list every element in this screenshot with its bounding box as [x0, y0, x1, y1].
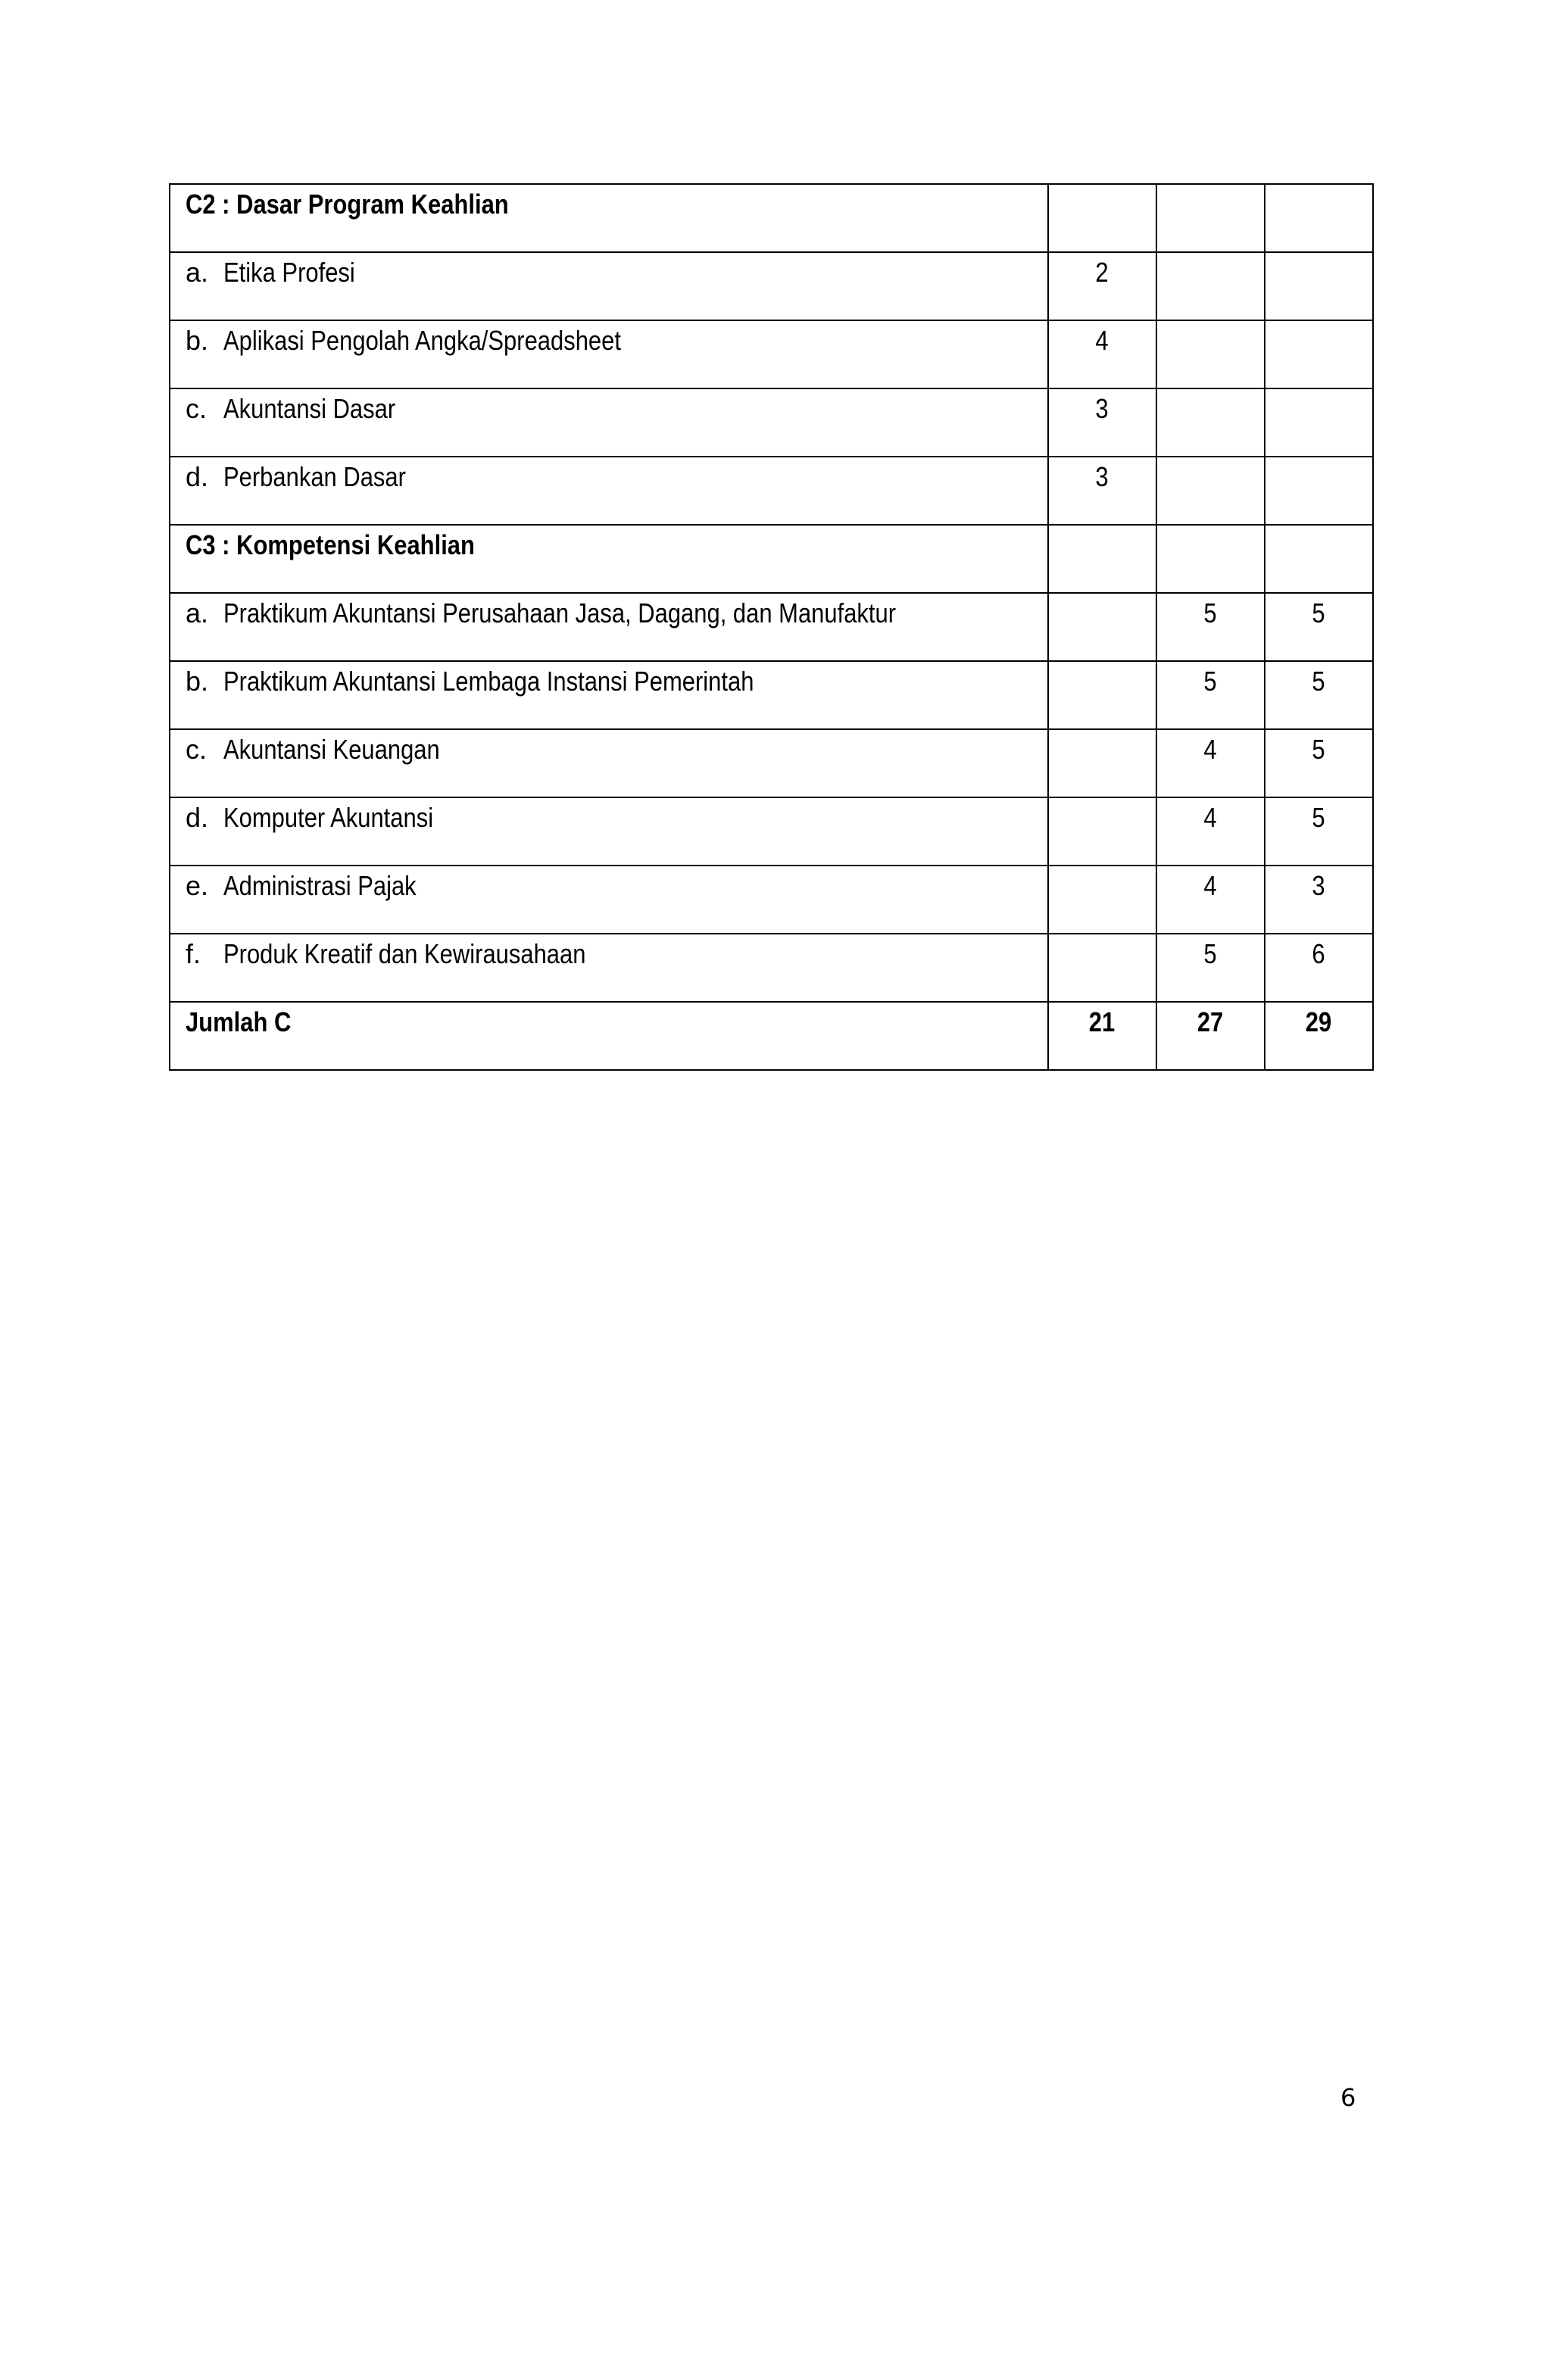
item-letter: f. [186, 938, 201, 969]
subject-name: Perbankan Dasar [223, 461, 406, 492]
value-cell: 5 [1265, 797, 1373, 866]
value-cell [1156, 525, 1265, 593]
table-row [170, 320, 1373, 388]
value-cell: 5 [1156, 661, 1265, 729]
subject-name: Administrasi Pajak [223, 870, 417, 901]
section-row-c3 [170, 525, 1373, 593]
value-cell: 5 [1156, 934, 1265, 1002]
item-letter: c. [186, 393, 208, 424]
total-label: Jumlah C [186, 1006, 292, 1037]
table-row [170, 934, 1373, 1002]
item-letter: b. [186, 666, 209, 697]
table-row [170, 797, 1373, 866]
total-value-cell: 29 [1265, 1002, 1373, 1070]
table-row [170, 252, 1373, 320]
table-row [170, 388, 1373, 457]
value-cell: 5 [1265, 661, 1373, 729]
subject-name: Komputer Akuntansi [223, 802, 434, 833]
value-cell [1048, 729, 1156, 797]
item-letter: a. [186, 257, 209, 288]
item-letter: d. [186, 461, 209, 492]
value-cell [1265, 320, 1373, 388]
item-letter: d. [186, 802, 209, 833]
subject-cell [170, 866, 1048, 934]
subject-name: Praktikum Akuntansi Lembaga Instansi Pemerintah [223, 666, 754, 697]
value-cell [1156, 388, 1265, 457]
value-cell: 5 [1265, 729, 1373, 797]
value-cell [1265, 252, 1373, 320]
subject-name: Akuntansi Keuangan [223, 734, 440, 765]
total-value-cell: 27 [1156, 1002, 1265, 1070]
value-cell: 4 [1156, 797, 1265, 866]
section-heading: C2 : Dasar Program Keahlian [186, 189, 509, 220]
subject-cell [170, 457, 1048, 525]
subject-name: Aplikasi Pengolah Angka/Spreadsheet [223, 325, 621, 356]
table-row [170, 661, 1373, 729]
value-cell: 5 [1156, 593, 1265, 661]
subject-cell [170, 797, 1048, 866]
value-cell: 4 [1048, 320, 1156, 388]
subject-cell [170, 593, 1048, 661]
curriculum-table [169, 183, 1374, 1071]
table-row [170, 457, 1373, 525]
section-row-c2 [170, 184, 1373, 252]
subject-cell [170, 934, 1048, 1002]
value-cell [1048, 593, 1156, 661]
value-cell [1048, 797, 1156, 866]
section-heading-cell [170, 525, 1048, 593]
subject-name: Praktikum Akuntansi Perusahaan Jasa, Dagang, dan Manufaktur [223, 597, 897, 629]
table-row [170, 866, 1373, 934]
value-cell [1265, 388, 1373, 457]
subject-cell [170, 320, 1048, 388]
value-cell: 3 [1048, 388, 1156, 457]
section-heading-cell [170, 184, 1048, 252]
item-letter: c. [186, 734, 208, 765]
total-value-cell: 21 [1048, 1002, 1156, 1070]
value-cell [1048, 934, 1156, 1002]
table-row [170, 729, 1373, 797]
section-heading: C3 : Kompetensi Keahlian [186, 529, 475, 560]
value-cell [1265, 184, 1373, 252]
value-cell: 2 [1048, 252, 1156, 320]
subject-name: Produk Kreatif dan Kewirausahaan [223, 938, 586, 969]
value-cell [1156, 320, 1265, 388]
subject-cell [170, 252, 1048, 320]
item-letter: b. [186, 325, 209, 356]
total-row [170, 1002, 1373, 1070]
value-cell [1048, 184, 1156, 252]
value-cell: 4 [1156, 866, 1265, 934]
item-letter: a. [186, 597, 209, 629]
subject-cell [170, 661, 1048, 729]
value-cell [1265, 525, 1373, 593]
value-cell [1048, 866, 1156, 934]
value-cell [1048, 661, 1156, 729]
value-cell [1156, 457, 1265, 525]
value-cell: 5 [1265, 593, 1373, 661]
subject-name: Akuntansi Dasar [223, 393, 396, 424]
page-number: 6 [1340, 2083, 1356, 2112]
value-cell: 4 [1156, 729, 1265, 797]
subject-name: Etika Profesi [223, 257, 355, 288]
value-cell [1265, 457, 1373, 525]
value-cell: 6 [1265, 934, 1373, 1002]
value-cell [1156, 184, 1265, 252]
value-cell [1048, 525, 1156, 593]
total-label-cell [170, 1002, 1048, 1070]
value-cell [1156, 252, 1265, 320]
subject-cell [170, 388, 1048, 457]
table-row [170, 593, 1373, 661]
subject-cell [170, 729, 1048, 797]
value-cell: 3 [1048, 457, 1156, 525]
value-cell: 3 [1265, 866, 1373, 934]
item-letter: e. [186, 870, 209, 901]
